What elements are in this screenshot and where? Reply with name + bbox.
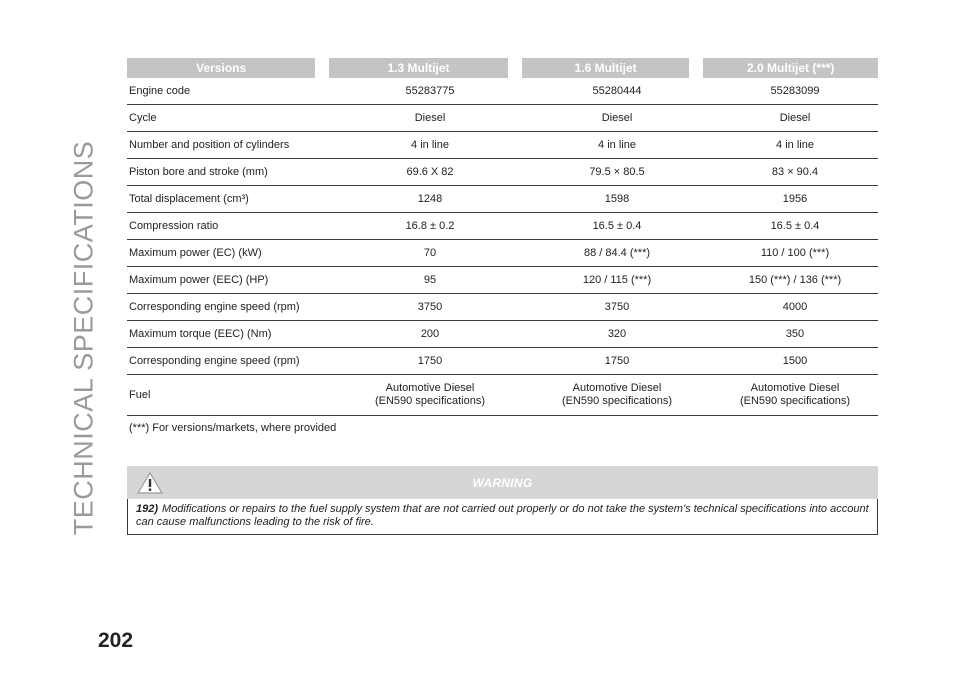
warning-number: 192)	[136, 503, 159, 515]
cell-value	[338, 382, 522, 408]
table-row	[127, 105, 878, 132]
table-row	[127, 213, 878, 240]
cell-value: 1500	[782, 354, 808, 367]
cell-value: 95	[423, 273, 437, 286]
table-header	[127, 58, 878, 78]
warning-text	[127, 499, 878, 535]
cell-value: 4 in line	[776, 138, 814, 151]
row-label: Engine code	[129, 85, 191, 97]
cell-value: 70	[423, 246, 437, 259]
row-label: Corresponding engine speed (rpm)	[129, 301, 300, 313]
cell-value: 3750	[604, 300, 630, 313]
cell-value: Diesel	[414, 111, 446, 124]
cell-line: Automotive Diesel	[385, 382, 475, 394]
table-row	[127, 132, 878, 159]
row-label: Maximum torque (EEC) (Nm)	[129, 328, 272, 340]
table-row	[127, 240, 878, 267]
header-versions: Versions	[127, 58, 315, 78]
row-label: Maximum power (EC) (kW)	[129, 247, 262, 259]
header-2-0-multijet: 2.0 Multijet (***)	[703, 58, 878, 78]
cell-line: (EN590 specifications)	[374, 395, 486, 407]
cell-value: Diesel	[779, 111, 811, 124]
table-footnote: (***) For versions/markets, where provided	[129, 422, 337, 434]
row-label: Cycle	[129, 112, 157, 124]
table-row	[127, 294, 878, 321]
cell-value: 1598	[604, 192, 630, 205]
cell-value: 1750	[417, 354, 443, 367]
table-row	[127, 348, 878, 375]
cell-value: 1956	[782, 192, 808, 205]
cell-value	[522, 382, 712, 408]
table-row-fuel	[127, 375, 878, 416]
cell-value: 83 × 90.4	[771, 165, 819, 178]
cell-value	[712, 382, 878, 408]
warning-title: WARNING	[472, 475, 533, 490]
cell-value: 320	[607, 327, 627, 340]
cell-value: 55280444	[592, 84, 642, 97]
cell-value: 4 in line	[598, 138, 636, 151]
row-label: Maximum power (EEC) (HP)	[129, 274, 269, 286]
cell-value: 69.6 X 82	[406, 165, 454, 178]
cell-line: (EN590 specifications)	[739, 395, 851, 407]
cell-value: 16.5 ± 0.4	[770, 219, 820, 232]
cell-value: 3750	[417, 300, 443, 313]
cell-line: (EN590 specifications)	[561, 395, 673, 407]
spec-table	[127, 58, 878, 434]
cell-value: 1750	[604, 354, 630, 367]
cell-value: 4 in line	[411, 138, 449, 151]
cell-value: 55283775	[405, 84, 455, 97]
cell-value: 200	[420, 327, 440, 340]
cell-value: 4000	[782, 300, 808, 313]
cell-value: 88 / 84.4 (***)	[583, 246, 651, 259]
table-row	[127, 267, 878, 294]
warning-body: Modifications or repairs to the fuel supply system that are not carried out properly or do not take the system’s technical specifications into account can cause malfunctions leading to the risk of fire.	[136, 503, 869, 528]
cell-value: 16.8 ± 0.2	[405, 219, 455, 232]
cell-value: 350	[785, 327, 805, 340]
cell-value: Diesel	[601, 111, 633, 124]
header-1-6-multijet: 1.6 Multijet	[522, 58, 690, 78]
cell-value: 110 / 100 (***)	[760, 246, 830, 259]
cell-value: 55283099	[770, 84, 820, 97]
row-label: Compression ratio	[129, 220, 219, 232]
row-label: Corresponding engine speed (rpm)	[129, 355, 300, 367]
row-label: Fuel	[129, 389, 151, 401]
page-number: 202	[98, 629, 134, 652]
row-label: Piston bore and stroke (mm)	[129, 166, 268, 178]
table-row	[127, 78, 878, 105]
cell-line: Automotive Diesel	[750, 382, 840, 394]
cell-value: 79.5 × 80.5	[589, 165, 645, 178]
table-row	[127, 186, 878, 213]
header-1-3-multijet: 1.3 Multijet	[329, 58, 507, 78]
cell-value: 1248	[417, 192, 443, 205]
cell-value: 120 / 115 (***)	[582, 273, 652, 286]
section-title: TECHNICAL SPECIFICATIONS	[68, 140, 99, 536]
cell-value: 150 (***) / 136 (***)	[748, 273, 842, 286]
row-label: Number and position of cylinders	[129, 139, 290, 151]
table-row	[127, 159, 878, 186]
cell-value: 16.5 ± 0.4	[592, 219, 642, 232]
table-row	[127, 321, 878, 348]
cell-line: Automotive Diesel	[572, 382, 662, 394]
warning-box	[127, 466, 878, 535]
row-label: Total displacement (cm³)	[129, 193, 249, 205]
warning-triangle-icon	[137, 471, 163, 495]
warning-header	[127, 466, 878, 499]
